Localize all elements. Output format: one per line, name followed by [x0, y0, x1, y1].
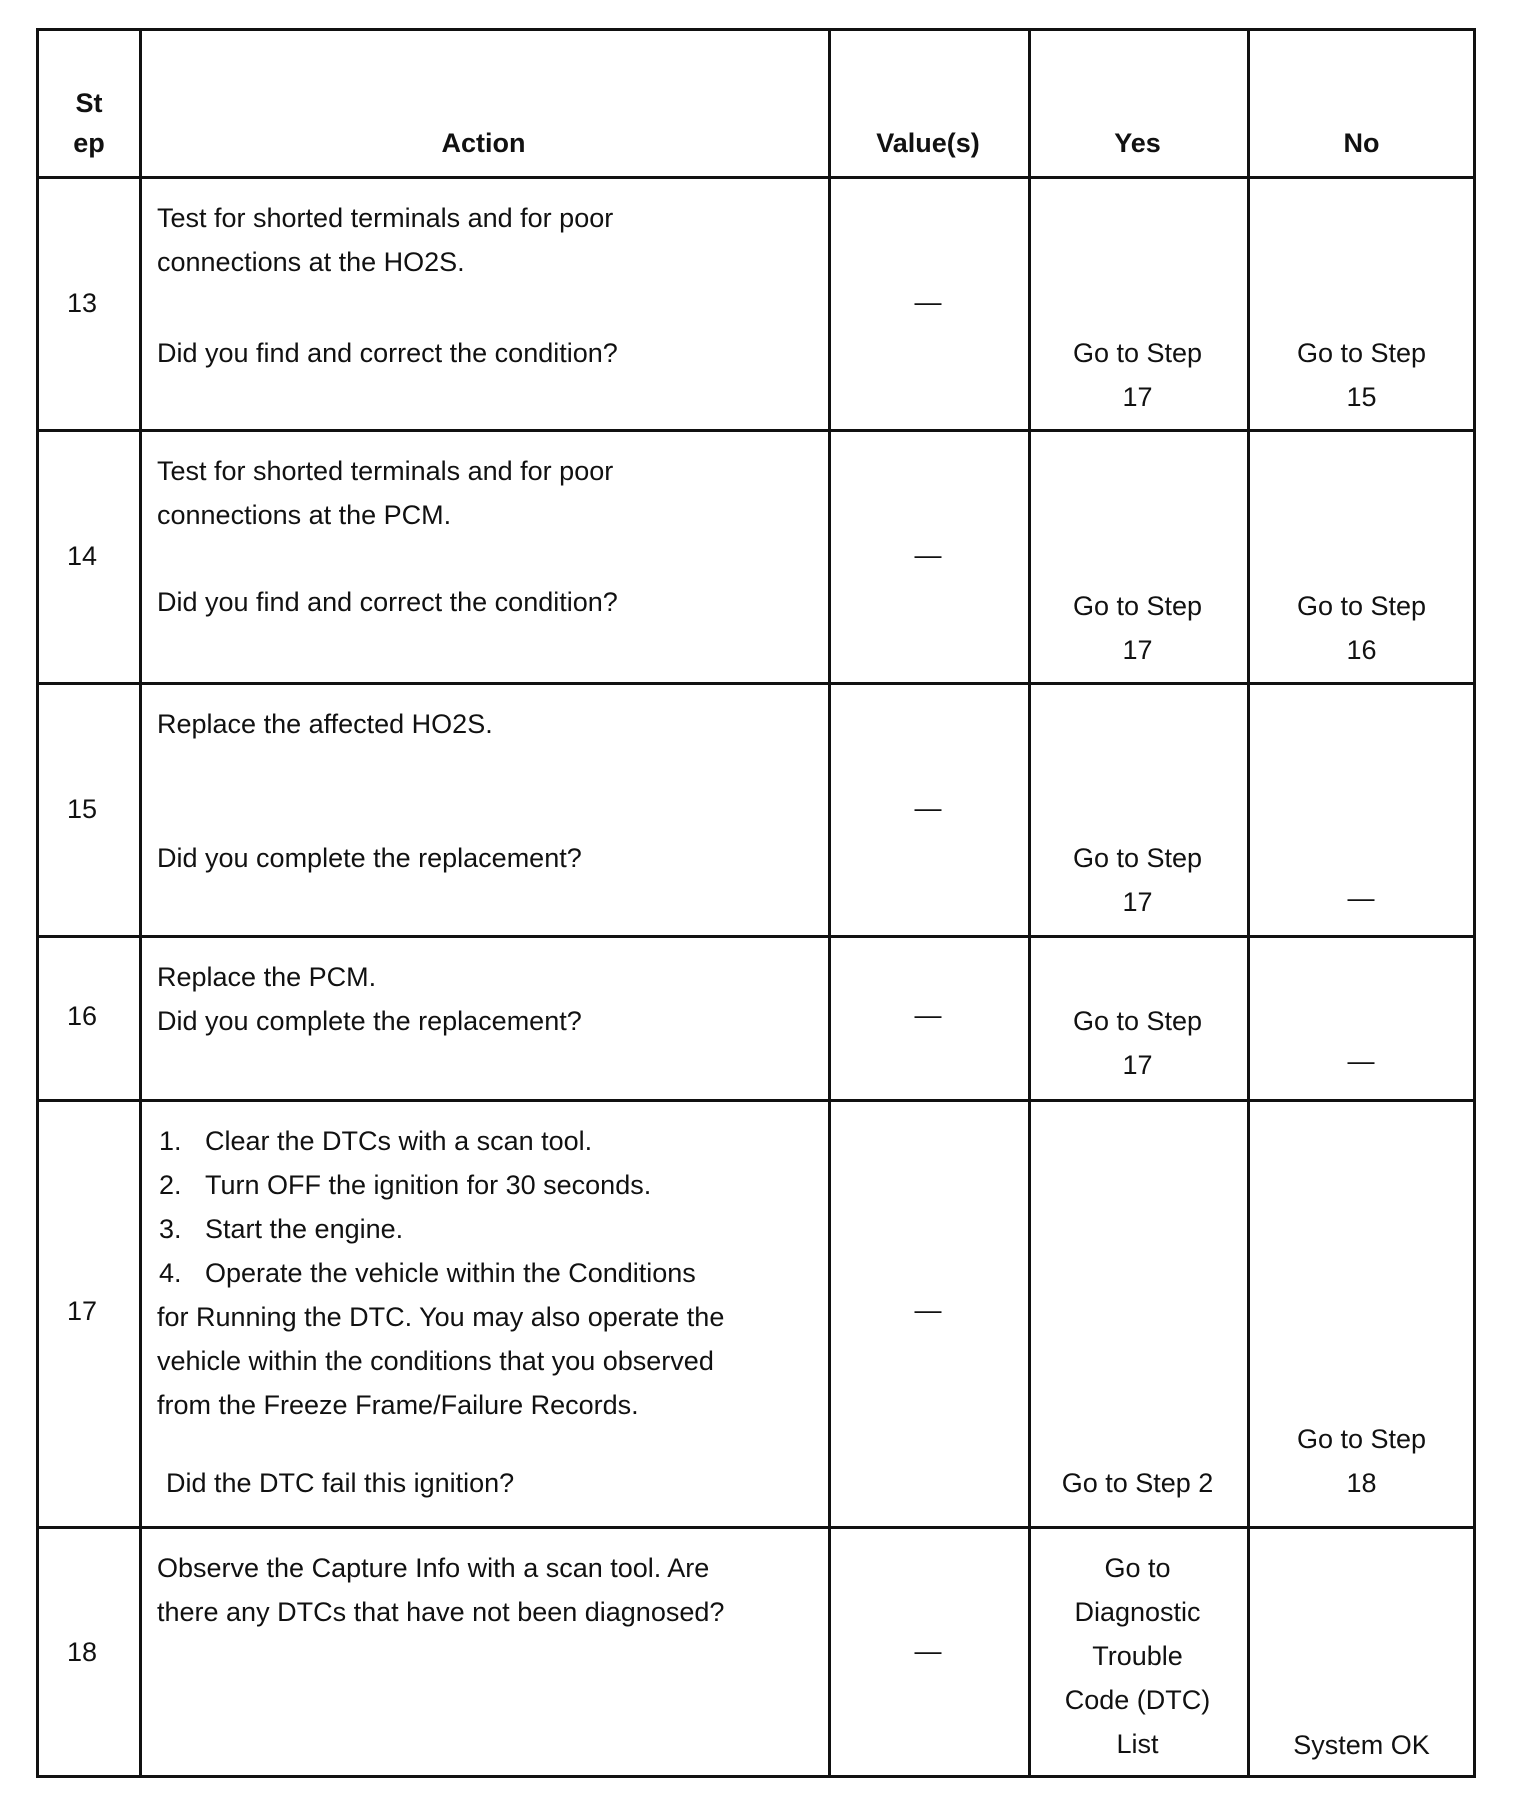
yes-line: 17: [1122, 887, 1153, 917]
action-line: connections at the HO2S.: [157, 247, 465, 277]
action-text: [157, 196, 613, 284]
value-dash: —: [914, 793, 942, 823]
action-line: Test for shorted terminals and for poor: [157, 456, 614, 486]
row-divider: [39, 429, 1473, 432]
action-line: connections at the PCM.: [157, 500, 452, 530]
no-line: System OK: [1293, 1730, 1430, 1760]
list-item: [157, 1207, 724, 1251]
action-line: Replace the PCM.: [157, 962, 377, 992]
list-number: 3.: [159, 1214, 182, 1244]
no-dash: —: [1347, 883, 1375, 913]
action-question: Did the DTC fail this ignition?: [166, 1468, 515, 1498]
action-line: from the Freeze Frame/Failure Records.: [157, 1390, 639, 1420]
yes-cell: [1028, 584, 1247, 672]
list-text: Turn OFF the ignition for 30 seconds.: [205, 1170, 652, 1200]
yes-cell: [1028, 836, 1247, 924]
yes-line: Diagnostic: [1074, 1597, 1201, 1627]
yes-cell: [1028, 1546, 1247, 1766]
value-dash: —: [914, 1636, 942, 1666]
yes-cell: [1028, 331, 1247, 419]
yes-line: Go to Step: [1072, 338, 1203, 368]
yes-line: Go to Step 2: [1061, 1468, 1214, 1498]
action-text: [157, 1119, 724, 1427]
yes-line: Go to Step: [1072, 1006, 1203, 1036]
list-number: 4.: [159, 1258, 182, 1288]
no-line: Go to Step: [1296, 1424, 1427, 1454]
header-action: Action: [441, 128, 526, 158]
row-divider: [39, 682, 1473, 685]
step-number: 16: [67, 1001, 98, 1031]
action-question: Did you find and correct the condition?: [157, 587, 618, 617]
action-text: [157, 1546, 724, 1634]
action-line: Observe the Capture Info with a scan tool. Are: [157, 1553, 710, 1583]
value-dash: —: [914, 1295, 942, 1325]
action-question: Did you complete the replacement?: [157, 843, 582, 873]
header-step: [39, 83, 139, 163]
row-divider: [39, 935, 1473, 938]
yes-line: Go to Step: [1072, 591, 1203, 621]
value-dash: —: [914, 540, 942, 570]
yes-line: Go to Step: [1072, 843, 1203, 873]
list-number: 2.: [159, 1170, 182, 1200]
action-line: Replace the affected HO2S.: [157, 709, 493, 739]
diagnostic-table: [36, 28, 1476, 1778]
column-divider: [1247, 31, 1250, 1775]
action-question: Did you complete the replacement?: [157, 1006, 582, 1036]
row-divider: [39, 1099, 1473, 1102]
action-text: [157, 449, 613, 537]
step-number: 14: [67, 541, 98, 571]
header-yes: Yes: [1114, 128, 1161, 158]
no-dash: —: [1347, 1046, 1375, 1076]
list-item: [157, 1251, 724, 1295]
no-cell: [1247, 584, 1476, 672]
header-step-line2: ep: [73, 128, 105, 158]
no-cell: [1247, 1417, 1476, 1505]
header-no: No: [1343, 128, 1380, 158]
action-text: [157, 955, 582, 1043]
value-dash: —: [914, 1000, 942, 1030]
list-item: [157, 1163, 724, 1207]
yes-line: 17: [1122, 1050, 1153, 1080]
list-text: Start the engine.: [205, 1214, 404, 1244]
step-number: 17: [67, 1296, 98, 1326]
list-number: 1.: [159, 1126, 182, 1156]
yes-line: Code (DTC): [1064, 1685, 1211, 1715]
value-dash: —: [914, 287, 942, 317]
header-step-line1: St: [75, 88, 103, 118]
yes-line: 17: [1122, 635, 1153, 665]
yes-line: Trouble: [1092, 1641, 1183, 1671]
list-text: Operate the vehicle within the Conditions: [205, 1258, 696, 1288]
no-line: 15: [1346, 382, 1377, 412]
action-line: for Running the DTC. You may also operate the: [157, 1302, 725, 1332]
row-divider: [39, 176, 1473, 179]
action-line: Test for shorted terminals and for poor: [157, 203, 614, 233]
step-number: 15: [67, 794, 98, 824]
no-line: 16: [1346, 635, 1377, 665]
action-line: vehicle within the conditions that you observed: [157, 1346, 714, 1376]
column-divider: [139, 31, 142, 1775]
yes-line: 17: [1122, 382, 1153, 412]
yes-cell: [1028, 999, 1247, 1087]
action-line: there any DTCs that have not been diagnosed?: [157, 1597, 725, 1627]
yes-line: List: [1116, 1729, 1159, 1759]
no-line: Go to Step: [1296, 338, 1427, 368]
no-cell: [1247, 331, 1476, 419]
list-text: Clear the DTCs with a scan tool.: [205, 1126, 593, 1156]
yes-line: Go to: [1104, 1553, 1171, 1583]
no-line: 18: [1346, 1468, 1377, 1498]
step-number: 18: [67, 1637, 98, 1667]
no-line: Go to Step: [1296, 591, 1427, 621]
header-values: Value(s): [876, 128, 980, 158]
step-number: 13: [67, 288, 98, 318]
list-item: [157, 1119, 724, 1163]
action-question: Did you find and correct the condition?: [157, 338, 618, 368]
row-divider: [39, 1526, 1473, 1529]
